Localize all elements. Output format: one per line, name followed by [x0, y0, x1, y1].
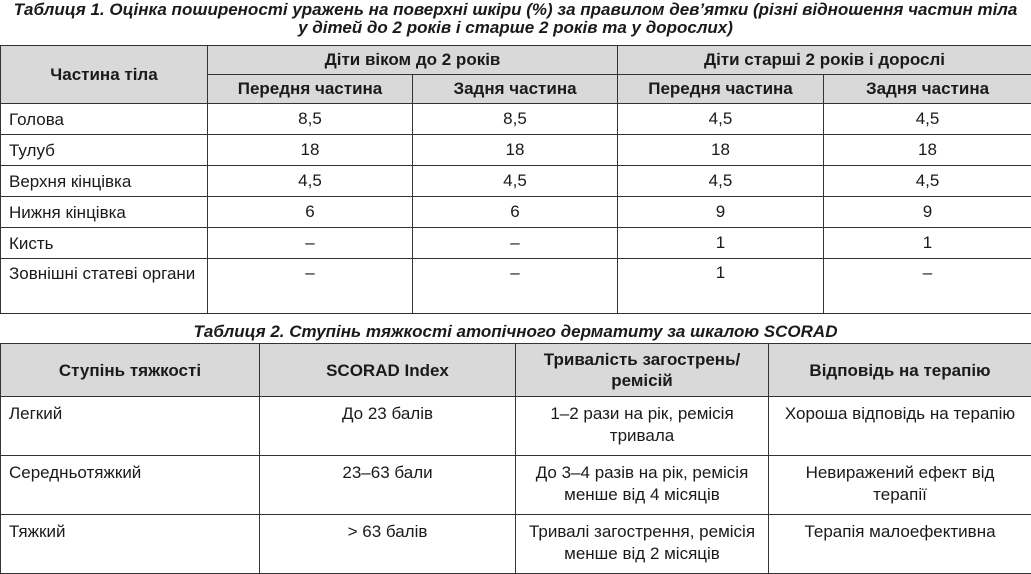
table-row	[1, 166, 1031, 197]
table-row	[1, 197, 1031, 228]
table-row	[1, 135, 1031, 166]
table-cell: 1–2 рази на рік, ремісія тривала	[516, 397, 769, 456]
table-row	[1, 456, 1031, 515]
row-label: Середньотяжкий	[1, 456, 260, 515]
table-cell: –	[824, 259, 1031, 314]
table-cell: До 3–4 разів на рік, ремісія менше від 4 місяців	[516, 456, 769, 515]
table-cell: 6	[208, 197, 413, 228]
table-cell: 4,5	[618, 166, 824, 197]
table-cell: 8,5	[208, 104, 413, 135]
table-cell: 4,5	[413, 166, 618, 197]
table-cell: 9	[824, 197, 1031, 228]
table-row	[1, 397, 1031, 456]
table-cell: Терапія малоефективна	[769, 515, 1031, 574]
header-front: Передня частина	[618, 75, 824, 104]
header-therapy-response: Відповідь на терапію	[769, 344, 1031, 397]
table2-caption: Таблиця 2. Ступінь тяжкості атопічного дерматиту за шкалою SCORAD	[0, 320, 1031, 343]
row-label: Кисть	[1, 228, 208, 259]
table-cell: 4,5	[208, 166, 413, 197]
body-area-table	[0, 45, 1031, 314]
header-scorad-index: SCORAD Index	[260, 344, 516, 397]
row-label: Тяжкий	[1, 515, 260, 574]
header-severity: Ступінь тяжкості	[1, 344, 260, 397]
table-cell: 4,5	[824, 166, 1031, 197]
table-cell: 4,5	[824, 104, 1031, 135]
table-cell: 18	[824, 135, 1031, 166]
row-label: Легкий	[1, 397, 260, 456]
table-cell: > 63 балів	[260, 515, 516, 574]
table-row	[1, 104, 1031, 135]
table-cell: 8,5	[413, 104, 618, 135]
header-back: Задня частина	[824, 75, 1031, 104]
table-cell: 6	[413, 197, 618, 228]
header-back: Задня частина	[413, 75, 618, 104]
row-label: Зовнішні статеві органи	[1, 259, 208, 314]
table-cell: 9	[618, 197, 824, 228]
table-cell: 1	[618, 259, 824, 314]
header-children-under-2: Діти віком до 2 років	[208, 46, 618, 75]
header-front: Передня частина	[208, 75, 413, 104]
table-row	[1, 259, 1031, 314]
table-cell: –	[208, 259, 413, 314]
table-cell: Тривалі загострення, ремісія менше від 2 місяців	[516, 515, 769, 574]
row-label: Нижня кінцівка	[1, 197, 208, 228]
table-row	[1, 515, 1031, 574]
table-cell: 4,5	[618, 104, 824, 135]
table1-header-row	[1, 46, 1031, 75]
row-label: Голова	[1, 104, 208, 135]
table-cell: 18	[208, 135, 413, 166]
table-cell: –	[208, 228, 413, 259]
scorad-severity-table	[0, 343, 1031, 574]
table2-header-row	[1, 344, 1031, 397]
table-cell: 18	[618, 135, 824, 166]
row-label: Тулуб	[1, 135, 208, 166]
table-cell: 18	[413, 135, 618, 166]
table-cell: –	[413, 228, 618, 259]
table1-caption: Таблиця 1. Оцінка поширеності уражень на поверхні шкіри (%) за правилом дев’ятки (різні відношення частин тіла у дітей до 2 років і старше 2 років та у дорослих)	[0, 0, 1031, 39]
table-cell: До 23 балів	[260, 397, 516, 456]
table-cell: Невиражений ефект від терапії	[769, 456, 1031, 515]
table-row	[1, 228, 1031, 259]
table-cell: 1	[618, 228, 824, 259]
header-body-part: Частина тіла	[1, 46, 208, 104]
table-cell: 1	[824, 228, 1031, 259]
row-label: Верхня кінцівка	[1, 166, 208, 197]
table-cell: –	[413, 259, 618, 314]
table-cell: 23–63 бали	[260, 456, 516, 515]
table-cell: Хороша відповідь на терапію	[769, 397, 1031, 456]
header-duration: Тривалість загострень/ ремісій	[516, 344, 769, 397]
header-children-over-2-adults: Діти старші 2 років і дорослі	[618, 46, 1031, 75]
